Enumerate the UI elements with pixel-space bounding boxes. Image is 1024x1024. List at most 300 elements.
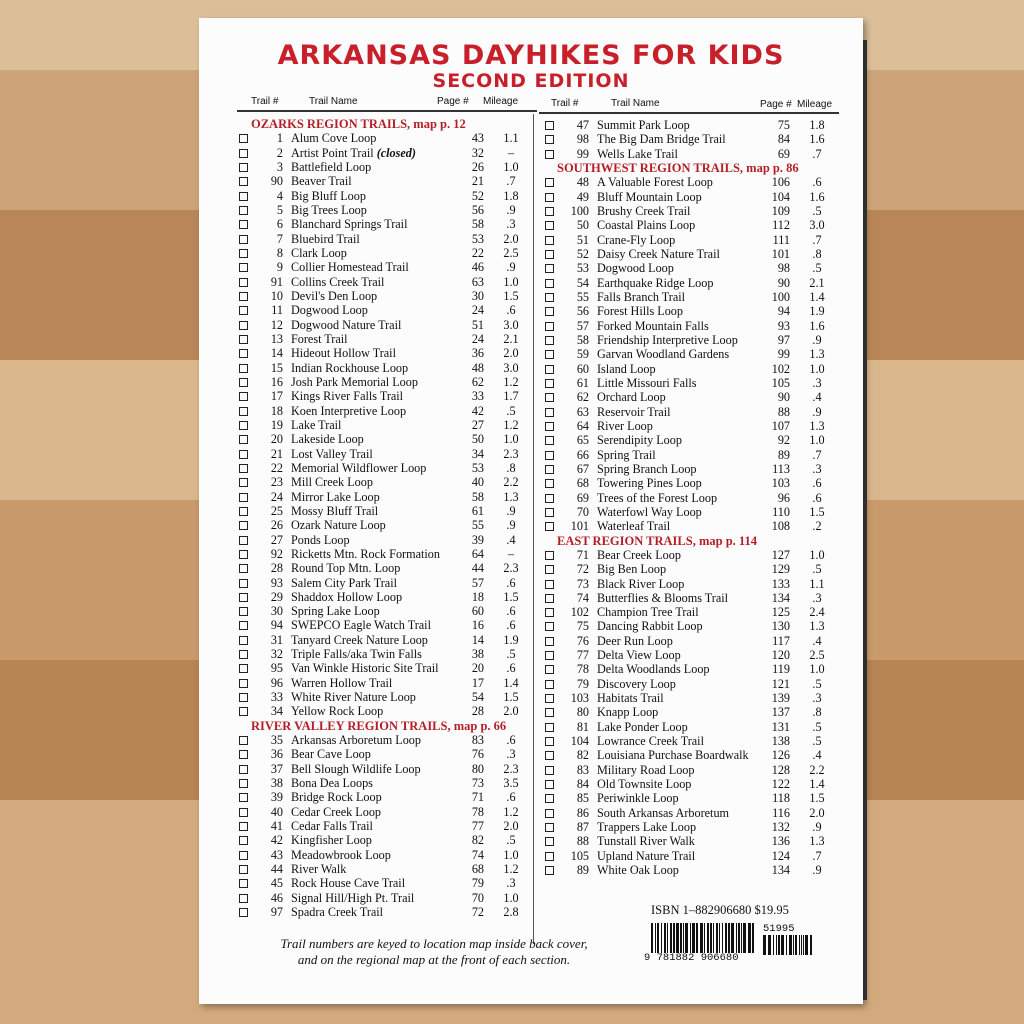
trail-mileage: .9 xyxy=(506,518,516,533)
trail-page: 73 xyxy=(471,776,484,791)
checkbox-icon xyxy=(545,451,554,460)
trail-page: 105 xyxy=(771,375,790,390)
trail-name: Butterflies & Blooms Trail xyxy=(597,590,729,605)
trail-name: Waterleaf Trail xyxy=(597,519,671,534)
trail-row xyxy=(545,691,845,705)
trail-number: 5 xyxy=(276,202,283,217)
checkbox-icon xyxy=(545,665,554,674)
trail-number: 46 xyxy=(270,890,283,905)
trail-number: 1 xyxy=(276,131,283,146)
trail-mileage: .6 xyxy=(506,618,516,633)
trail-row xyxy=(239,289,531,303)
trail-mileage: 1.0 xyxy=(809,361,825,376)
trail-name: Louisiana Purchase Boardwalk xyxy=(597,748,749,763)
trail-name: Old Townsite Loop xyxy=(597,777,692,792)
trail-number: 39 xyxy=(270,790,283,805)
trail-row xyxy=(545,619,845,633)
checkbox-icon xyxy=(239,134,248,143)
trail-name: Mossy Bluff Trail xyxy=(291,503,379,518)
trail-page: 26 xyxy=(471,159,484,174)
trail-number: 43 xyxy=(270,847,283,862)
trail-mileage: .5 xyxy=(812,562,822,577)
checkbox-icon xyxy=(239,206,248,215)
trail-mileage: 1.5 xyxy=(503,288,519,303)
trail-name: Josh Park Memorial Loop xyxy=(291,374,418,389)
checkbox-icon xyxy=(545,150,554,159)
trail-name: Dogwood Nature Trail xyxy=(291,317,402,332)
trail-page: 58 xyxy=(471,489,484,504)
trail-page: 109 xyxy=(771,203,790,218)
trail-mileage: 2.5 xyxy=(809,648,825,663)
trail-mileage: 1.3 xyxy=(809,347,825,362)
trail-page: 33 xyxy=(471,389,484,404)
checkbox-icon xyxy=(239,793,248,802)
trail-page: 90 xyxy=(777,275,790,290)
trail-mileage: .6 xyxy=(506,604,516,619)
trail-name: Summit Park Loop xyxy=(597,118,690,132)
checkbox-icon xyxy=(239,521,248,530)
trail-name: River Loop xyxy=(597,418,653,433)
trail-mileage: 1.4 xyxy=(503,675,519,690)
trail-number: 7 xyxy=(276,231,283,246)
trail-mileage: 3.0 xyxy=(503,360,519,375)
trail-number: 72 xyxy=(576,562,589,577)
checkbox-icon xyxy=(239,621,248,630)
trail-name: Reservoir Trail xyxy=(597,404,671,419)
checkbox-icon xyxy=(545,250,554,259)
trail-page: 96 xyxy=(777,490,790,505)
checkbox-icon xyxy=(545,852,554,861)
trail-name: Van Winkle Historic Site Trail xyxy=(291,661,439,676)
trail-row xyxy=(239,647,531,661)
trail-mileage: .7 xyxy=(506,174,516,189)
trail-page: 72 xyxy=(471,905,484,920)
trail-mileage: .5 xyxy=(812,203,822,218)
trail-mileage: .3 xyxy=(506,217,516,232)
trail-page: 18 xyxy=(471,589,484,604)
checkbox-icon xyxy=(239,292,248,301)
trail-page: 24 xyxy=(471,303,484,318)
trail-page: 68 xyxy=(471,862,484,877)
trail-name: Lakeside Loop xyxy=(291,432,364,447)
trail-page: 64 xyxy=(471,546,484,561)
trail-row xyxy=(239,762,531,776)
trail-number: 6 xyxy=(276,217,283,232)
trail-number: 25 xyxy=(270,503,283,518)
trail-mileage: 1.5 xyxy=(809,791,825,806)
trail-name: Spring Lake Loop xyxy=(291,604,380,619)
trail-number: 74 xyxy=(576,590,589,605)
trail-page: 14 xyxy=(471,632,484,647)
checkbox-icon xyxy=(545,135,554,144)
trail-mileage: 1.0 xyxy=(809,547,825,562)
checkbox-icon xyxy=(239,263,248,272)
header-trail-name-right: Trail Name xyxy=(611,98,660,109)
trail-number: 26 xyxy=(270,518,283,533)
checkbox-icon xyxy=(239,450,248,459)
trail-page: 134 xyxy=(771,590,790,605)
trail-row xyxy=(239,776,531,790)
trail-mileage: 1.8 xyxy=(503,188,519,203)
trail-name: Rock House Cave Trail xyxy=(291,876,406,891)
trail-row xyxy=(239,375,531,389)
trail-row xyxy=(239,189,531,203)
trail-number: 82 xyxy=(576,748,589,763)
trail-name: Garvan Woodland Gardens xyxy=(597,347,730,362)
trail-mileage: 2.0 xyxy=(503,231,519,246)
checkbox-icon xyxy=(545,608,554,617)
checkbox-icon xyxy=(239,736,248,745)
checkbox-icon xyxy=(545,193,554,202)
trail-row xyxy=(545,476,845,490)
trail-page: 53 xyxy=(471,231,484,246)
trail-name: Clark Loop xyxy=(291,245,347,260)
trail-number: 101 xyxy=(570,519,589,534)
trail-row xyxy=(545,204,845,218)
trail-row xyxy=(545,648,845,662)
trail-name: South Arkansas Arboretum xyxy=(597,805,730,820)
checkbox-icon xyxy=(545,694,554,703)
trail-mileage: .3 xyxy=(812,590,822,605)
trail-name: Waterfowl Way Loop xyxy=(597,504,702,519)
trail-row xyxy=(239,260,531,274)
trail-number: 90 xyxy=(270,174,283,189)
trail-mileage: .5 xyxy=(506,833,516,848)
trail-name: Collins Creek Trail xyxy=(291,274,385,289)
trail-row xyxy=(545,634,845,648)
column-divider xyxy=(533,114,534,944)
checkbox-icon xyxy=(239,464,248,473)
checkbox-icon xyxy=(239,579,248,588)
trail-page: 17 xyxy=(471,675,484,690)
trail-mileage: .9 xyxy=(812,404,822,419)
trail-row xyxy=(239,447,531,461)
trail-number: 60 xyxy=(576,361,589,376)
trail-name: Tunstall River Walk xyxy=(597,834,695,849)
trail-row xyxy=(239,905,531,919)
trail-row xyxy=(239,131,531,145)
book-subtitle: SECOND EDITION xyxy=(432,70,630,92)
checkbox-icon xyxy=(545,336,554,345)
trail-mileage: .7 xyxy=(812,232,822,247)
trail-mileage: 2.0 xyxy=(503,704,519,719)
trail-mileage: .6 xyxy=(506,661,516,676)
trail-mileage: – xyxy=(507,546,515,561)
checkbox-icon xyxy=(545,823,554,832)
trail-mileage: 2.8 xyxy=(503,905,519,920)
trail-number: 3 xyxy=(276,159,283,174)
trail-mileage: .7 xyxy=(812,146,822,161)
trail-row xyxy=(545,376,845,390)
trail-number: 18 xyxy=(270,403,283,418)
checkbox-icon xyxy=(545,837,554,846)
barcode-number: 9 781882 906680 xyxy=(644,952,739,964)
trail-number: 85 xyxy=(576,791,589,806)
header-page-no-right: Page # xyxy=(760,99,792,110)
trail-row xyxy=(239,361,531,375)
trail-mileage: .9 xyxy=(812,820,822,835)
trail-mileage: .8 xyxy=(506,460,516,475)
trail-mileage: .9 xyxy=(812,332,822,347)
checkbox-icon xyxy=(545,594,554,603)
trail-mileage: 2.5 xyxy=(503,245,519,260)
trail-mileage: 3.0 xyxy=(503,317,519,332)
trail-row xyxy=(545,118,845,132)
checkbox-icon xyxy=(545,708,554,717)
trail-number: 63 xyxy=(576,404,589,419)
trail-page: 132 xyxy=(771,820,790,835)
checkbox-icon xyxy=(545,379,554,388)
trail-page: 102 xyxy=(771,361,790,376)
trail-number: 97 xyxy=(270,905,283,920)
trail-name: Cedar Creek Loop xyxy=(291,804,382,819)
trail-number: 73 xyxy=(576,576,589,591)
trail-row xyxy=(545,562,845,576)
trail-mileage: .5 xyxy=(506,647,516,662)
trail-row xyxy=(545,247,845,261)
trail-row xyxy=(545,662,845,676)
trail-number: 92 xyxy=(270,546,283,561)
trail-number: 16 xyxy=(270,374,283,389)
trail-mileage: .8 xyxy=(812,705,822,720)
trail-page: 74 xyxy=(471,847,484,862)
trail-row xyxy=(545,319,845,333)
trail-number: 62 xyxy=(576,390,589,405)
trail-mileage: .3 xyxy=(812,691,822,706)
trail-name: Bear Cave Loop xyxy=(291,747,371,762)
trail-mileage: 2.3 xyxy=(503,446,519,461)
trail-mileage: .9 xyxy=(506,503,516,518)
trail-mileage: .6 xyxy=(812,476,822,491)
trail-number: 80 xyxy=(576,705,589,720)
checkbox-icon xyxy=(545,322,554,331)
trail-name: Little Missouri Falls xyxy=(597,375,697,390)
trail-row xyxy=(239,547,531,561)
trail-mileage: .6 xyxy=(506,733,516,748)
trail-mileage: 2.2 xyxy=(503,475,519,490)
trail-number: 37 xyxy=(270,761,283,776)
trail-name: Hideout Hollow Trail xyxy=(291,346,396,361)
trail-row xyxy=(545,347,845,361)
trail-name: Orchard Loop xyxy=(597,390,666,405)
trail-row xyxy=(239,518,531,532)
trail-number: 66 xyxy=(576,447,589,462)
checkbox-icon xyxy=(239,321,248,330)
trail-name: White River Nature Loop xyxy=(291,690,416,705)
trail-row xyxy=(239,876,531,890)
trail-mileage: .7 xyxy=(812,848,822,863)
trail-name: Meadowbrook Loop xyxy=(291,847,391,862)
trail-row xyxy=(239,618,531,632)
trail-number: 32 xyxy=(270,647,283,662)
checkbox-icon xyxy=(239,550,248,559)
trail-mileage: 1.1 xyxy=(809,576,825,591)
header-rule-left xyxy=(237,110,537,112)
trail-mileage: 1.0 xyxy=(809,662,825,677)
trail-mileage: .9 xyxy=(506,202,516,217)
trail-name: Yellow Rock Loop xyxy=(291,704,384,719)
trail-number: 103 xyxy=(570,691,589,706)
trail-row xyxy=(239,232,531,246)
trail-page: 21 xyxy=(471,174,484,189)
trail-mileage: .5 xyxy=(812,261,822,276)
trail-number: 19 xyxy=(270,417,283,432)
trail-row xyxy=(545,777,845,791)
trail-mileage: .3 xyxy=(506,747,516,762)
trail-number: 89 xyxy=(576,863,589,878)
trail-row xyxy=(545,820,845,834)
trail-number: 93 xyxy=(270,575,283,590)
trail-mileage: 3.0 xyxy=(809,218,825,233)
footnote-line-2: and on the regional map at the front of each section. xyxy=(297,952,571,967)
trail-name: Coastal Plains Loop xyxy=(597,218,696,233)
trail-page: 57 xyxy=(471,575,484,590)
region-section-heading: RIVER VALLEY REGION TRAILS, map p. 66 xyxy=(251,718,507,733)
header-trail-no-left: Trail # xyxy=(251,96,279,107)
price-barcode xyxy=(763,935,813,955)
checkbox-icon xyxy=(239,335,248,344)
checkbox-icon xyxy=(239,192,248,201)
trail-mileage: .2 xyxy=(812,519,822,534)
trail-name: Big Trees Loop xyxy=(291,202,367,217)
trail-mileage: 1.6 xyxy=(809,189,825,204)
trail-number: 87 xyxy=(576,820,589,835)
checkbox-icon xyxy=(239,865,248,874)
trail-page: 116 xyxy=(772,805,790,820)
trail-name: Spring Trail xyxy=(597,447,656,462)
trail-number: 77 xyxy=(576,648,589,663)
trail-row xyxy=(239,590,531,604)
checkbox-icon xyxy=(545,307,554,316)
trail-page: 77 xyxy=(471,819,484,834)
trail-name: Falls Branch Trail xyxy=(597,289,686,304)
trail-mileage: .3 xyxy=(506,876,516,891)
trail-number: 78 xyxy=(576,662,589,677)
trail-number: 64 xyxy=(576,418,589,433)
trail-page: 56 xyxy=(471,202,484,217)
trail-row xyxy=(545,175,845,189)
trail-number: 96 xyxy=(270,675,283,690)
trail-page: 55 xyxy=(471,518,484,533)
trail-row xyxy=(239,805,531,819)
trail-page: 30 xyxy=(471,288,484,303)
trail-mileage: 1.7 xyxy=(503,389,519,404)
checkbox-icon xyxy=(239,163,248,172)
trail-page: 63 xyxy=(471,274,484,289)
trail-row xyxy=(545,577,845,591)
trail-number: 52 xyxy=(576,246,589,261)
trail-name: Brushy Creek Trail xyxy=(597,203,691,218)
trail-page: 50 xyxy=(471,432,484,447)
trail-page: 107 xyxy=(771,418,790,433)
trail-name: Shaddox Hollow Loop xyxy=(291,589,403,604)
trail-name: Signal Hill/High Pt. Trail xyxy=(291,890,415,905)
trail-number: 42 xyxy=(270,833,283,848)
trail-name: Friendship Interpretive Loop xyxy=(597,332,738,347)
trail-name: Ozark Nature Loop xyxy=(291,518,386,533)
checkbox-icon xyxy=(239,851,248,860)
trail-number: 40 xyxy=(270,804,283,819)
checkbox-icon xyxy=(239,636,248,645)
trail-mileage: .9 xyxy=(506,260,516,275)
trail-number: 84 xyxy=(576,777,589,792)
trail-number: 48 xyxy=(576,175,589,190)
trail-number: 81 xyxy=(576,719,589,734)
trail-row xyxy=(545,147,845,161)
trail-name: Deer Run Loop xyxy=(597,633,673,648)
trail-list-left xyxy=(239,117,531,919)
trail-mileage: 1.4 xyxy=(809,777,825,792)
trail-number: 14 xyxy=(270,346,283,361)
checkbox-icon xyxy=(545,622,554,631)
trail-mileage: .4 xyxy=(812,748,822,763)
checkbox-icon xyxy=(239,536,248,545)
trail-number: 76 xyxy=(576,633,589,648)
checkbox-icon xyxy=(239,493,248,502)
trail-page: 58 xyxy=(471,217,484,232)
trail-page: 42 xyxy=(471,403,484,418)
checkbox-icon xyxy=(239,507,248,516)
trail-number: 54 xyxy=(576,275,589,290)
checkbox-icon xyxy=(545,207,554,216)
trail-number: 79 xyxy=(576,676,589,691)
trail-number: 105 xyxy=(570,848,589,863)
trail-mileage: 2.2 xyxy=(809,762,825,777)
trail-row xyxy=(545,605,845,619)
trail-mileage: 2.4 xyxy=(809,605,825,620)
trail-row xyxy=(239,418,531,432)
trail-number: 29 xyxy=(270,589,283,604)
trail-name: Beaver Trail xyxy=(291,174,352,189)
trail-page: 111 xyxy=(772,232,790,247)
trail-page: 97 xyxy=(777,332,790,347)
trail-page: 16 xyxy=(471,618,484,633)
trail-name: Blanchard Springs Trail xyxy=(291,217,408,232)
trail-page: 133 xyxy=(771,576,790,591)
trail-row xyxy=(239,733,531,747)
trail-row xyxy=(545,390,845,404)
trail-mileage: 1.9 xyxy=(503,632,519,647)
trail-page: 75 xyxy=(777,118,790,132)
trail-mileage: 1.3 xyxy=(809,834,825,849)
checkbox-icon xyxy=(545,766,554,775)
trail-mileage: 1.0 xyxy=(503,159,519,174)
trail-name: Trappers Lake Loop xyxy=(597,820,697,835)
checkbox-icon xyxy=(239,593,248,602)
trail-name: Island Loop xyxy=(597,361,656,376)
trail-mileage: 1.5 xyxy=(503,589,519,604)
trail-mileage: .6 xyxy=(812,490,822,505)
trail-page: 27 xyxy=(471,417,484,432)
trail-mileage: 1.5 xyxy=(503,690,519,705)
book-back-cover xyxy=(199,18,863,1004)
trail-row xyxy=(545,405,845,419)
checkbox-icon xyxy=(545,279,554,288)
trail-page: 22 xyxy=(471,245,484,260)
trail-row xyxy=(239,676,531,690)
trail-number: 83 xyxy=(576,762,589,777)
trail-row xyxy=(545,548,845,562)
trail-page: 121 xyxy=(771,676,790,691)
trail-mileage: 1.0 xyxy=(503,847,519,862)
trail-page: 52 xyxy=(471,188,484,203)
trail-row xyxy=(239,819,531,833)
trail-page: 43 xyxy=(471,131,484,146)
trail-number: 27 xyxy=(270,532,283,547)
trail-mileage: 1.4 xyxy=(809,289,825,304)
trail-row xyxy=(239,504,531,518)
trail-number: 75 xyxy=(576,619,589,634)
